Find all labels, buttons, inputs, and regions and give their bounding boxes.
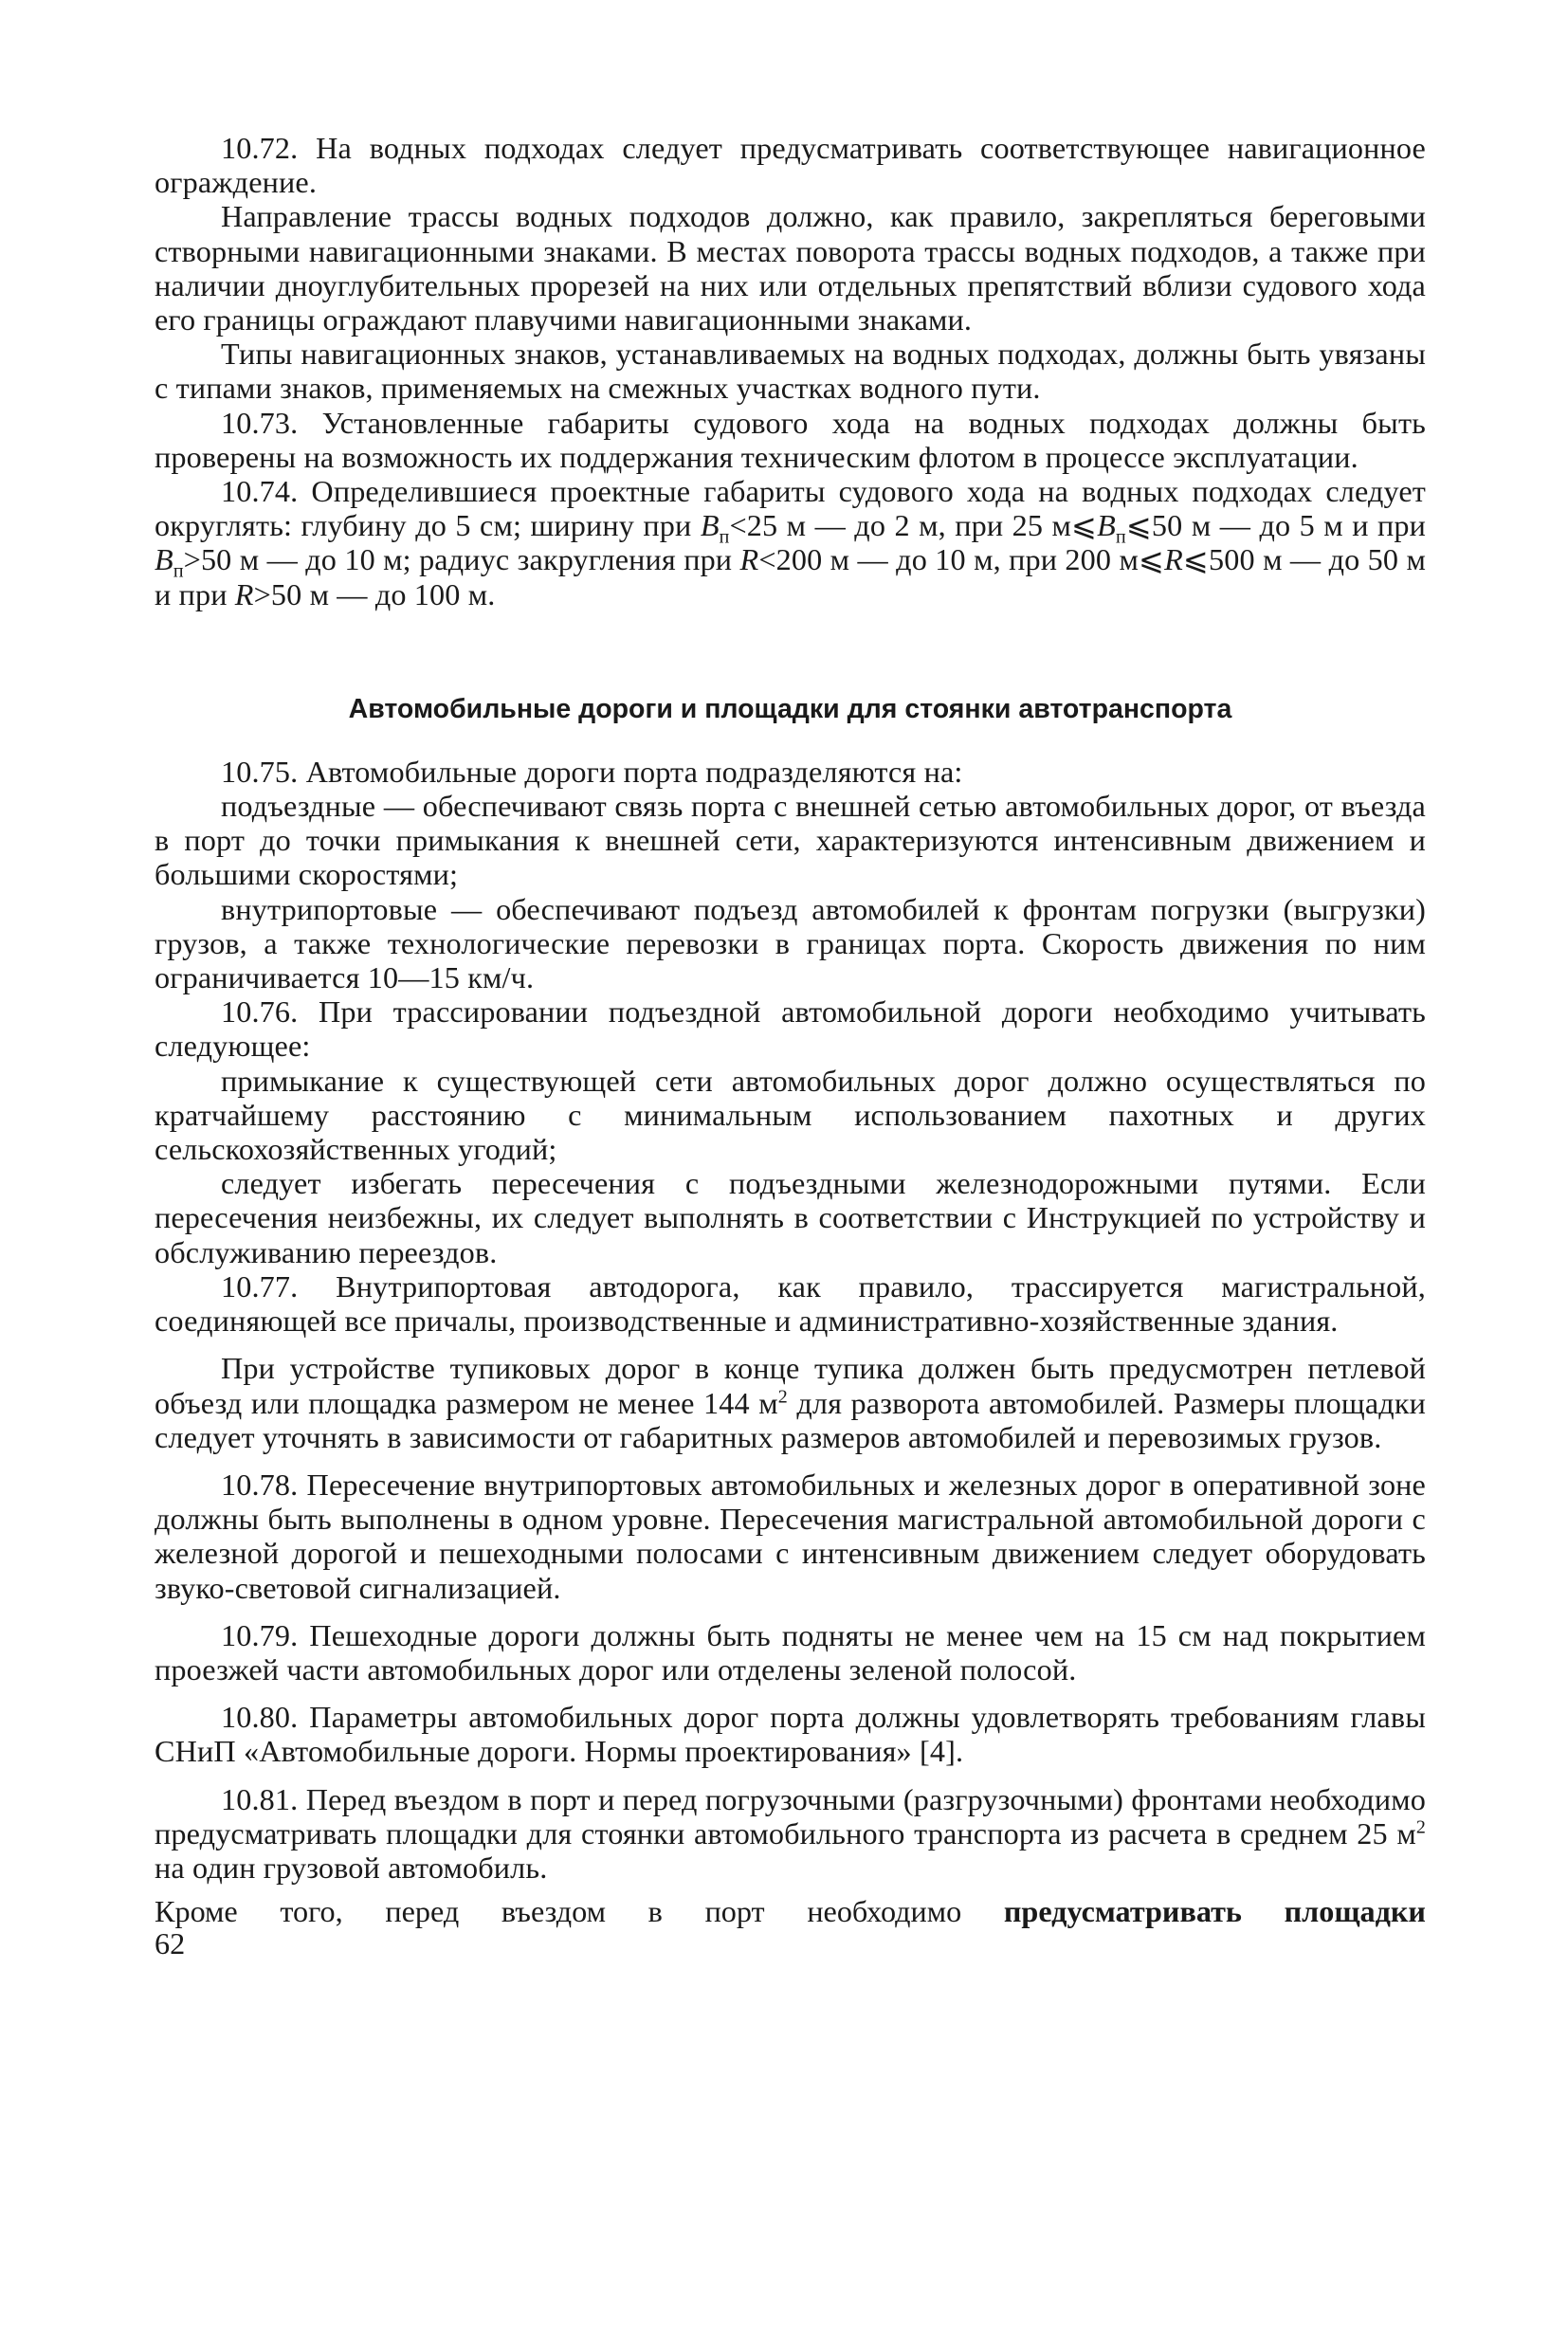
text-fragment: >50 м — до 100 м. — [253, 576, 496, 611]
section-roads — [155, 755, 1426, 1929]
subscript: п — [719, 526, 730, 548]
section-heading: Автомобильные дороги и площадки для стоянки автотранспорта — [348, 693, 1232, 724]
paragraph-fairway-direction: Направление трассы водных подходов должно, как правило, закрепляться береговыми створными навигационными знаками. В местах поворота трассы водных подходов, а также при наличии дноуглубительных прорезей на них или отдельных препятствий вблизи судового хода его границы ограждают плавучими навигационными знаками. — [155, 199, 1426, 337]
paragraph-internal-roads: внутрипортовые — обеспечивают подъезд автомобилей к фронтам погрузки (выгрузки) грузов, а также технологические перевозки в границах порта. Скорость движения по ним ограничивается 10—15 км/ч. — [155, 891, 1426, 995]
symbol-r: R — [739, 542, 759, 577]
paragraph-10-75: 10.75. Автомобильные дороги порта подразделяются на: — [221, 754, 963, 789]
paragraph-10-74 — [155, 474, 1426, 611]
text-fragment: <200 м — до 10 м, при 200 м⩽ — [758, 542, 1165, 577]
symbol-b: B — [700, 508, 720, 543]
symbol-b: B — [1097, 508, 1116, 543]
text-fragment: <25 м — до 2 м, при 25 м⩽ — [729, 508, 1098, 543]
symbol-b: B — [155, 542, 173, 577]
paragraph-access-roads: подъездные — обеспечивают связь порта с внешней сетью автомобильных дорог, от въезда в порт до точки примыкания к внешней сети, характеризуются интенсивным движением и большими скоростями; — [155, 789, 1426, 892]
subscript: п — [173, 560, 184, 582]
paragraph-sign-types: Типы навигационных знаков, устанавливаемых на водных подходах, должны быть увязаны с типами знаков, применяемых на смежных участках водного пути. — [155, 337, 1426, 406]
text-fragment: 10.81. Перед въездом в порт и перед погрузочными (разгрузочными) фронтами необходимо предусматривать площадки для стоянки автомобильного транспорта из расчета в среднем 25 м — [155, 1781, 1426, 1851]
paragraph-10-80: 10.80. Параметры автомобильных дорог порта должны удовлетворять требованиям главы СНиП «Автомобильные дороги. Нормы проектирования» [4]. — [155, 1700, 1426, 1769]
subscript: п — [1115, 526, 1126, 548]
text-fragment: ⩽50 м — до 5 м и при — [1125, 508, 1426, 543]
text-fragment: ⩽500 м — до 50 м и при — [155, 542, 1426, 611]
text-fragment: для разворота автомобилей. Размеры площадки следует уточнять в зависимости от габаритных размеров автомобилей и перевозимых грузов. — [155, 1385, 1426, 1454]
paragraph-10-78: 10.78. Пересечение внутрипортовых автомобильных и железных дорог в оперативной зоне должны быть выполнены в одном уровне. Пересечения магистральной автомобильной дороги с железной дорогой и пешеходными полосами с интенсивным движением следует оборудовать звуко-световой сигнализацией. — [155, 1467, 1426, 1605]
paragraph-crossings: следует избегать пересечения с подъездными железнодорожными путями. Если пересечения неизбежны, их следует выполнять в соответствии с Инструкцией по устройству и обслуживанию переездов. — [155, 1166, 1426, 1269]
paragraph-10-73: 10.73. Установленные габариты судового хода на водных подходах должны быть проверены на возможность их поддержания техническим флотом в процессе эксплуатации. — [155, 405, 1426, 474]
paragraph-continuation — [155, 1894, 1426, 1928]
paragraph-dead-end-roads — [155, 1351, 1426, 1454]
paragraph-junction: примыкание к существующей сети автомобильных дорог должно осуществляться по кратчайшему расстоянию с минимальным использованием пахотных и других сельскохозяйственных угодий; — [155, 1063, 1426, 1167]
text-fragment: >50 м — до 10 м; радиус закругления при — [183, 542, 740, 577]
bold-text-fragment: предусматривать площадки — [1003, 1894, 1426, 1929]
section-waterways — [155, 131, 1426, 611]
superscript: 2 — [1415, 1816, 1426, 1837]
text-fragment: на один грузовой автомобиль. — [155, 1850, 548, 1885]
paragraph-10-79: 10.79. Пешеходные дороги должны быть подняты не менее чем на 15 см над покрытием проезжей части автомобильных дорог или отделены зеленой полосой. — [155, 1617, 1426, 1687]
text-fragment: 10.74. Определившиеся проектные габариты судового хода на водных подходах следует округлять: глубину до 5 см; ширину при — [155, 474, 1426, 543]
paragraph-10-77: 10.77. Внутрипортовая автодорога, как правило, трассируется магистральной, соединяющей все причалы, производственные и административно-хозяйственные здания. — [155, 1268, 1426, 1339]
text-fragment: При устройстве тупиковых дорог в конце тупика должен быть предусмотрен петлевой объезд или площадка размером не менее 144 м — [155, 1351, 1426, 1420]
paragraph-10-72: 10.72. На водных подходах следует предусматривать соответствующее навигационное ограждение. — [155, 131, 1426, 200]
paragraph-10-76: 10.76. При трассировании подъездной автомобильной дороги необходимо учитывать следующее: — [155, 994, 1426, 1064]
symbol-r: R — [1164, 542, 1183, 577]
superscript: 2 — [777, 1385, 788, 1407]
paragraph-10-81 — [155, 1782, 1426, 1886]
symbol-r: R — [234, 576, 254, 611]
page-number: 62 — [155, 1926, 186, 1961]
text-fragment: Кроме того, перед въездом в порт необходимо — [155, 1894, 1004, 1929]
